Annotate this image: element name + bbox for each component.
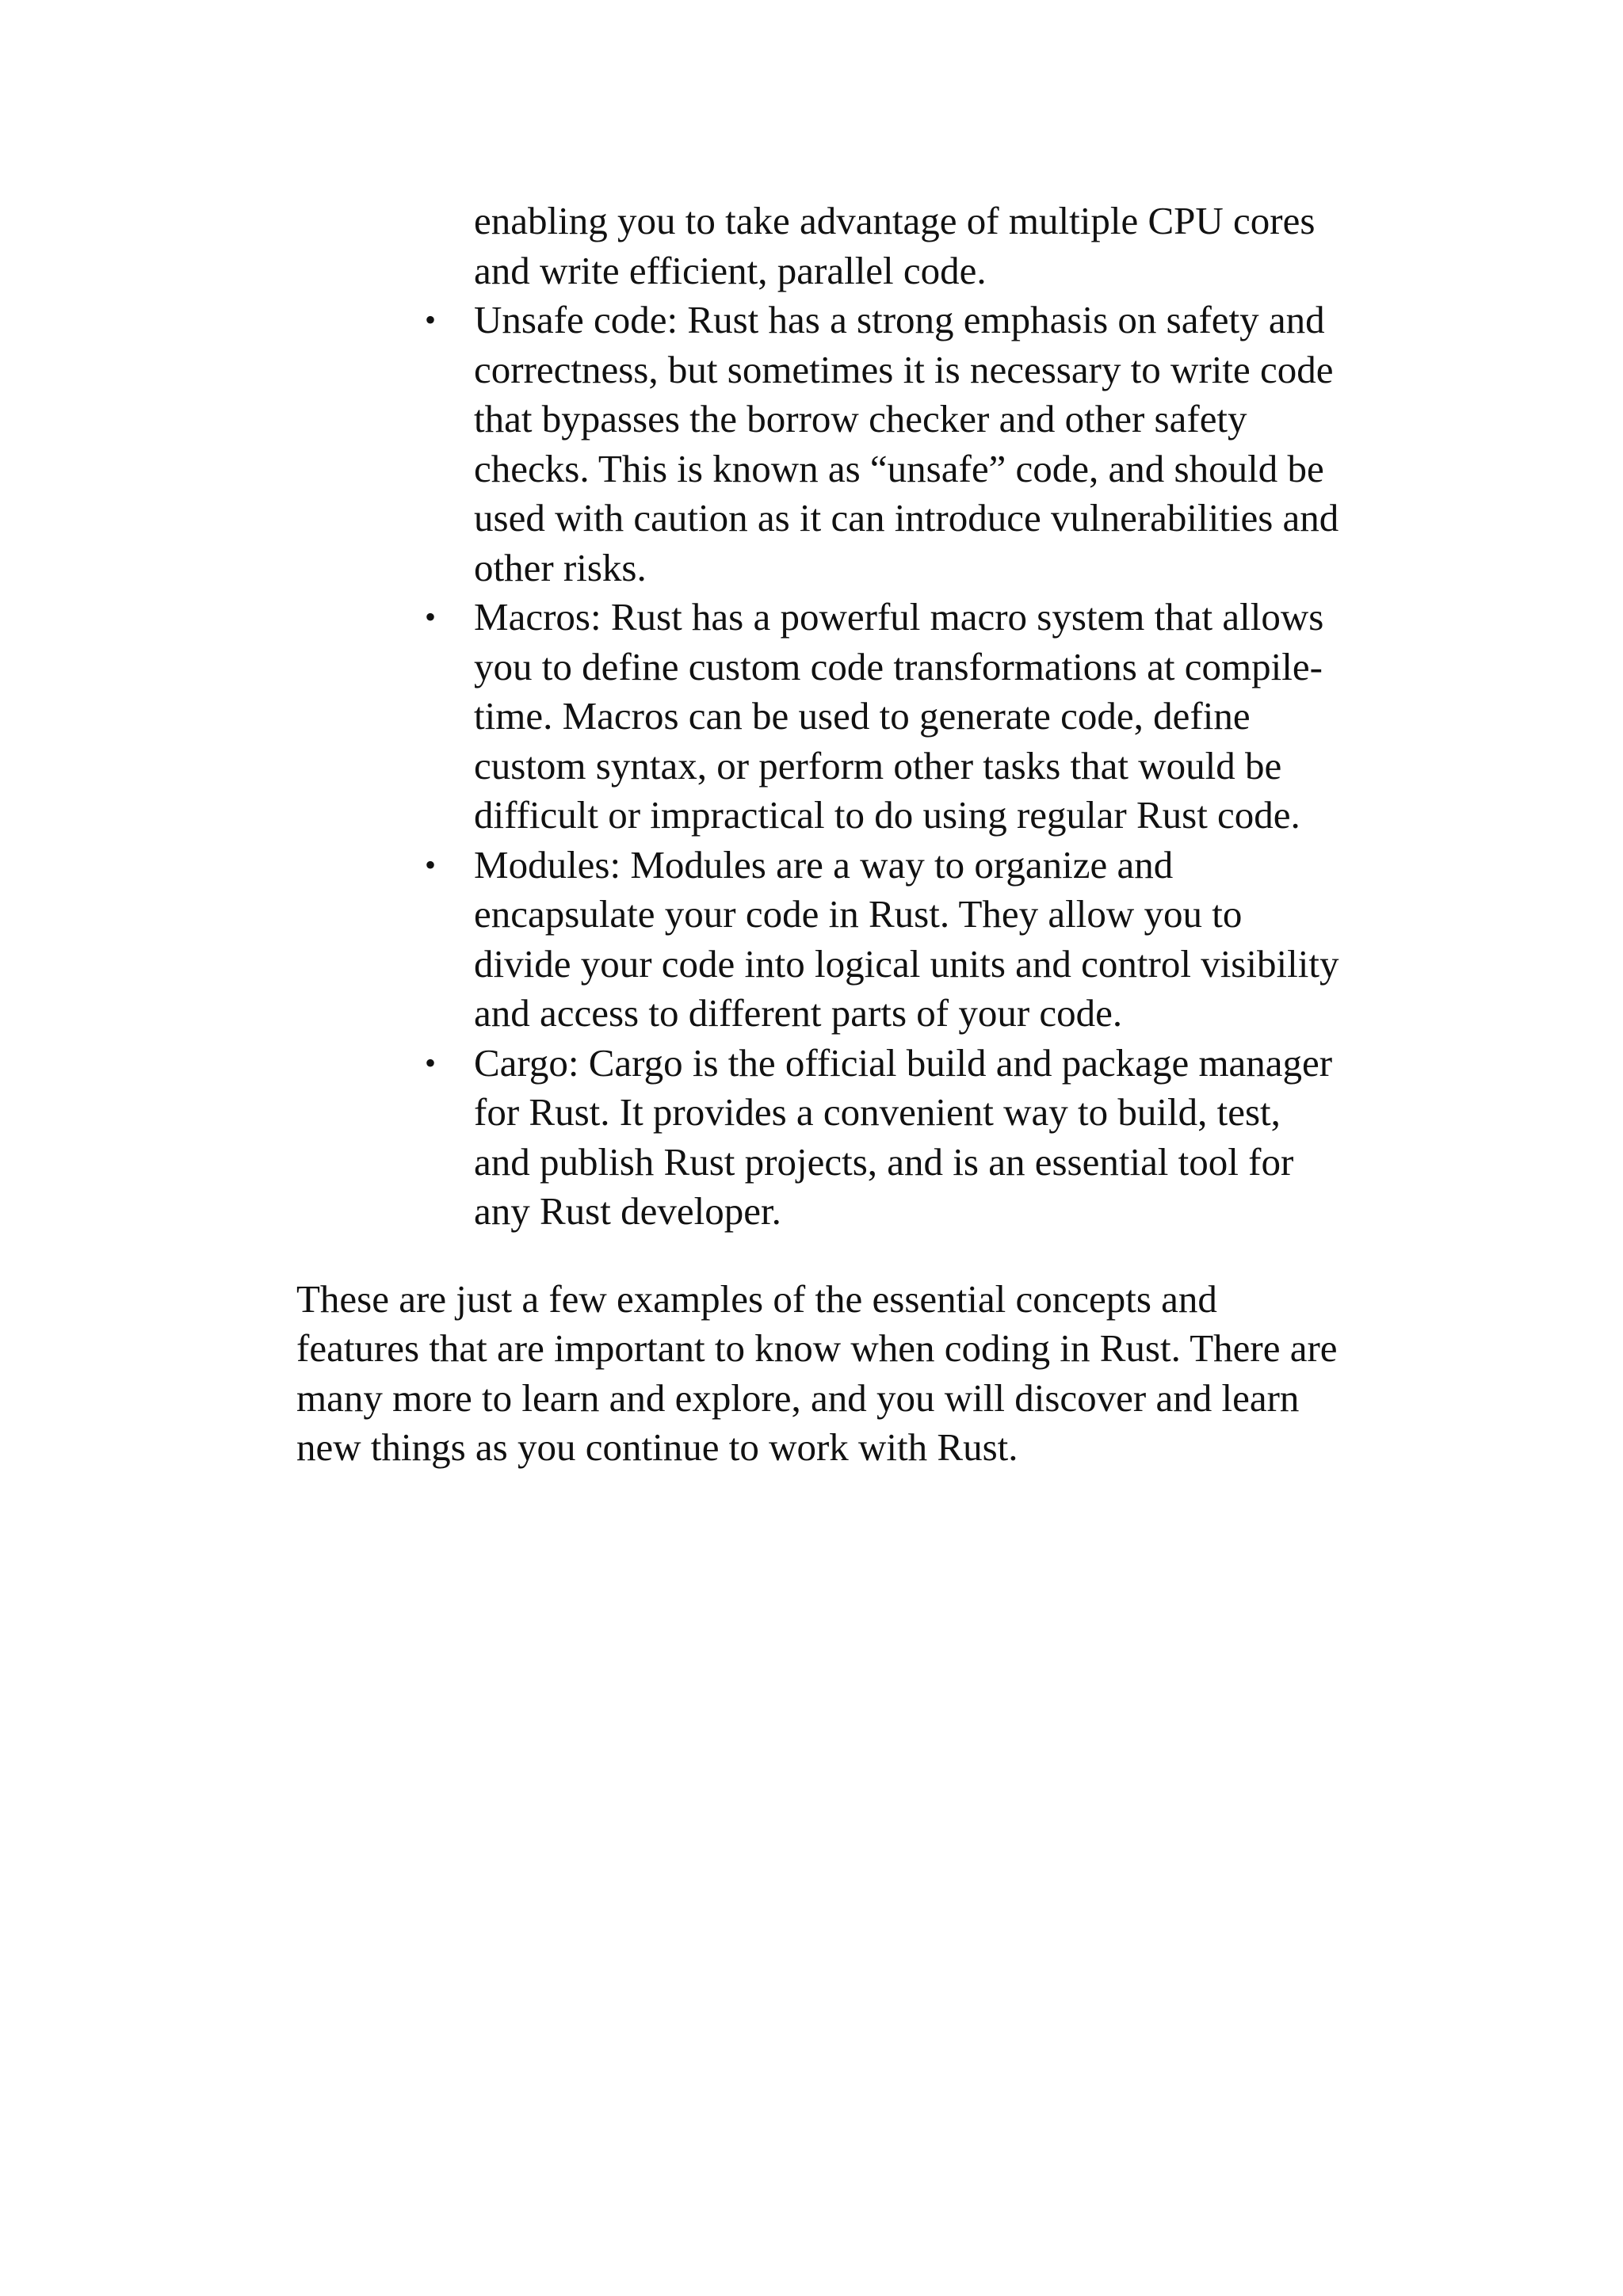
continuation-text: enabling you to take advantage of multiple CPU cores and write efficient, parallel code. — [474, 199, 1316, 292]
list-item-text: Macros: Rust has a powerful macro system that allows you to define custom code transformations at compile-time. Macros can be used to generate code, define custom syntax, or perform other tasks that would be difficult or impractical to do using regular Rust code. — [474, 595, 1324, 837]
feature-list — [296, 296, 1342, 1237]
bullet-icon: • — [424, 302, 436, 338]
closing-paragraph: These are just a few examples of the essential concepts and features that are important to know when coding in Rust. There are many more to learn and explore, and you will discover and learn new things as you continue to work with Rust. — [296, 1276, 1338, 1469]
list-item-macros — [296, 593, 1342, 841]
list-item-modules — [296, 841, 1342, 1039]
list-item-cargo — [296, 1039, 1342, 1237]
list-item-text: Cargo: Cargo is the official build and package manager for Rust. It provides a convenient way to build, test, and publish Rust projects, and is an essential tool for any Rust developer. — [474, 1040, 1333, 1233]
list-item-continuation — [296, 196, 1342, 296]
list-item-text: Unsafe code: Rust has a strong emphasis on safety and correctness, but sometimes it is necessary to write code that bypasses the borrow checker and other safety checks. This is known as “unsafe” code, and should be used with caution as it can introduce vulnerabilities and other risks. — [474, 298, 1339, 589]
bullet-icon: • — [424, 1044, 436, 1081]
list-item-text: Modules: Modules are a way to organize and encapsulate your code in Rust. They allow you to divide your code into logical units and control visibility and access to different parts of your code. — [474, 842, 1339, 1035]
bullet-icon: • — [424, 846, 436, 883]
document-body — [296, 196, 1342, 1473]
list-item-unsafe-code — [296, 296, 1342, 593]
bullet-icon: • — [424, 599, 436, 635]
